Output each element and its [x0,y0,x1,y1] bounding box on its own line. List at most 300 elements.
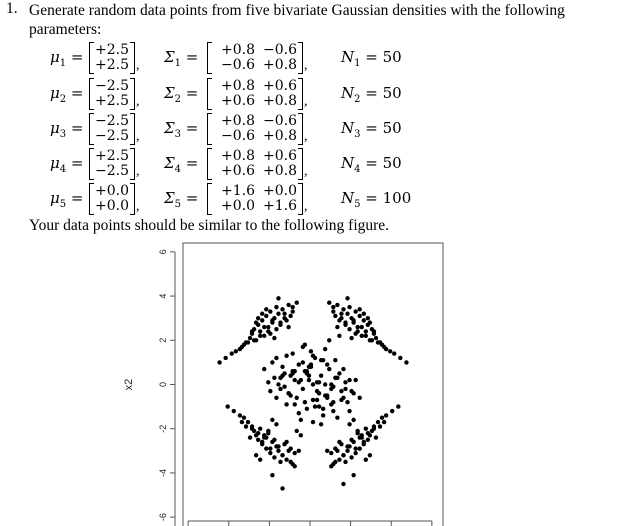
data-point [311,420,315,424]
sigma-matrix: +0.8 −0.6 −0.6 +0.8 , [207,42,308,74]
question-text: Generate random data points from five bivariate Gaussian densities with the following [29,2,565,19]
n-value: $N_2 = 50$ [341,84,402,105]
data-point [380,343,384,347]
data-point [347,305,351,309]
data-point [335,415,339,419]
sigma-matrix: +1.6 +0.0 +0.0 +1.6 , [207,183,308,215]
data-point [353,451,357,455]
data-point [307,378,311,382]
data-point [270,473,274,477]
data-point [368,320,372,324]
data-point [297,362,301,366]
data-point [238,413,242,417]
data-point [246,340,250,344]
data-point [325,449,329,453]
data-point [305,407,309,411]
data-point [288,314,292,318]
data-point [337,371,341,375]
sigma-matrix: +0.8 −0.6 −0.6 +0.8 , [207,113,308,145]
sigma-matrix: +0.8 +0.6 +0.6 +0.8 , [207,148,308,180]
data-point [360,433,364,437]
data-point [258,334,262,338]
data-point [358,396,362,400]
data-point [333,358,337,362]
data-point [270,318,274,322]
sigma-value: −0.6 [221,128,255,144]
n-value: $N_3 = 50$ [341,119,402,140]
data-point [266,325,270,329]
data-point [280,307,284,311]
sigma-value: +0.8 [221,78,255,94]
data-point [301,345,305,349]
data-point [349,438,353,442]
data-point [307,373,311,377]
parameter-row [0,111,620,147]
data-point [321,407,325,411]
sigma-matrix: +0.8 +0.6 +0.6 +0.8 , [207,78,308,110]
data-point [333,314,337,318]
data-point [351,391,355,395]
data-point [362,312,366,316]
data-point [351,473,355,477]
data-point [329,451,333,455]
sigma-value: +1.6 [263,198,297,214]
data-point [299,418,303,422]
n-value: $N_1 = 50$ [341,48,402,69]
data-point [341,307,345,311]
data-point [256,316,260,320]
data-point [262,325,266,329]
data-point [301,360,305,364]
data-point [333,376,337,380]
data-point [290,351,294,355]
data-point [278,460,282,464]
data-point [305,369,309,373]
data-point [264,307,268,311]
data-point [358,314,362,318]
n-value: $N_5 = 100$ [341,189,412,210]
data-point [295,300,299,304]
data-point [337,334,341,338]
data-point [276,312,280,316]
data-point [274,422,278,426]
data-point [349,336,353,340]
data-point [272,438,276,442]
mu-value: +0.0 [95,183,129,199]
data-point [280,486,284,490]
data-point [339,312,343,316]
sigma-value: +0.0 [263,183,297,199]
data-point [339,389,343,393]
data-point [293,464,297,468]
data-point [345,400,349,404]
sigma-value: +0.8 [221,113,255,129]
data-point [293,402,297,406]
data-point [309,365,313,369]
data-point [260,440,264,444]
mu-label: $\mu_1$ = [50,48,84,69]
mu-label: $\mu_2$ = [50,84,84,105]
data-point [380,415,384,419]
data-point [303,400,307,404]
data-point [297,449,301,453]
sigma-label: $\Sigma_3$ = [164,119,199,140]
data-point [274,356,278,360]
data-point [250,329,254,333]
data-point [370,338,374,342]
data-point [256,438,260,442]
data-point [347,327,351,331]
data-point [297,411,301,415]
y-tick-label: -4 [158,468,168,477]
y-tick-label: 0 [158,381,168,388]
data-point [347,378,351,382]
data-point [329,464,333,468]
data-point [297,380,301,384]
data-point [404,360,408,364]
data-point [347,409,351,413]
data-point [392,351,396,355]
data-point [284,354,288,358]
data-point [225,404,229,408]
data-point [372,329,376,333]
y-axis-label: x2 [123,378,135,391]
data-point [337,318,341,322]
data-point [286,325,290,329]
mu-vector: −2.5 −2.5 , [89,113,140,145]
data-point [278,376,282,380]
sigma-value: +0.8 [263,128,297,144]
data-point [250,427,254,431]
data-point [272,336,276,340]
data-point [343,320,347,324]
data-point [360,325,364,329]
data-point [244,424,248,428]
mu-label: $\mu_4$ = [50,154,84,175]
data-point [246,420,250,424]
mu-value: +2.5 [95,42,129,58]
data-point [286,391,290,395]
data-point [321,413,325,417]
data-point [337,457,341,461]
data-point [248,435,252,439]
sigma-value: −0.6 [263,42,297,58]
mu-value: +2.5 [95,93,129,109]
mu-value: −2.5 [95,163,129,179]
data-point [353,331,357,335]
data-point [272,455,276,459]
parameter-row [0,40,620,76]
data-point [345,449,349,453]
data-point [382,420,386,424]
data-point [364,334,368,338]
data-point [349,455,353,459]
data-point [258,427,262,431]
data-point [313,404,317,408]
data-point [333,460,337,464]
scatter-chart [0,240,620,526]
mu-value: −2.5 [95,113,129,129]
data-point [366,316,370,320]
mu-label: $\mu_3$ = [50,119,84,140]
y-tick-label: 2 [158,337,168,343]
data-point [230,351,234,355]
data-point [268,451,272,455]
data-point [315,380,319,384]
data-point [274,327,278,331]
data-point [341,453,345,457]
sigma-label: $\Sigma_1$ = [164,48,199,69]
data-point [335,325,339,329]
data-point [325,362,329,366]
sigma-value: +1.6 [221,183,255,199]
data-point [374,435,378,439]
data-point [327,300,331,304]
sigma-value: +0.6 [263,148,297,164]
data-point [341,482,345,486]
sigma-value: +0.6 [263,78,297,94]
mu-vector: +2.5 −2.5 , [89,148,140,180]
data-point [376,420,380,424]
y-tick-label: -6 [158,513,168,522]
data-point [343,387,347,391]
sigma-label: $\Sigma_5$ = [164,189,199,210]
data-point [266,380,270,384]
data-point [331,409,335,413]
data-point [234,349,238,353]
data-point [301,387,305,391]
sigma-label: $\Sigma_2$ = [164,84,199,105]
data-point [360,334,364,338]
data-point [260,318,264,322]
data-point [290,305,294,309]
data-point [331,309,335,313]
data-point [311,382,315,386]
data-point [284,402,288,406]
data-point [345,444,349,448]
data-point [331,305,335,309]
data-point [266,429,270,433]
data-point [388,349,392,353]
data-point [319,422,323,426]
data-point [232,409,236,413]
data-point [364,457,368,461]
data-point [276,444,280,448]
data-point [268,446,272,450]
data-point [282,385,286,389]
data-point [398,356,402,360]
sigma-value: −0.6 [263,113,297,129]
data-point [341,367,345,371]
data-point [317,404,321,408]
data-point [390,409,394,413]
mu-vector: +0.0 +0.0 , [89,183,140,215]
data-point [270,360,274,364]
data-point [353,309,357,313]
data-point [290,371,294,375]
data-point [351,418,355,422]
data-point [293,451,297,455]
data-point [254,320,258,324]
data-point [274,396,278,400]
data-point [290,309,294,313]
data-point [343,460,347,464]
data-point [364,427,368,431]
data-point [268,331,272,335]
data-point [262,433,266,437]
question-text-continued: parameters: [29,21,102,38]
data-point [362,440,366,444]
mu-label: $\mu_5$ = [50,189,84,210]
data-point [329,382,333,386]
data-point [288,446,292,450]
sigma-label: $\Sigma_4$ = [164,154,199,175]
sigma-value: +0.8 [263,57,297,73]
data-point [262,334,266,338]
data-point [274,305,278,309]
data-point [343,380,347,384]
data-point [278,320,282,324]
data-point [315,398,319,402]
mu-value: −2.5 [95,78,129,94]
data-point [268,309,272,313]
data-point [254,453,258,457]
y-tick-label: -2 [158,424,168,433]
data-point [323,382,327,386]
sigma-value: +0.8 [263,93,297,109]
data-point [355,429,359,433]
parameter-row [0,181,620,217]
data-point [276,296,280,300]
data-point [238,347,242,351]
data-point [372,427,376,431]
data-point [333,446,337,450]
data-point [242,415,246,419]
data-point [256,431,260,435]
data-point [327,367,331,371]
data-point [276,449,280,453]
data-point [384,413,388,417]
data-point [329,387,333,391]
data-point [242,343,246,347]
data-point [288,460,292,464]
data-point [284,318,288,322]
data-point [355,325,359,329]
data-point [366,431,370,435]
sigma-value: +0.6 [221,163,255,179]
data-point [293,378,297,382]
data-point [272,376,276,380]
data-point [309,349,313,353]
y-tick-label: 6 [158,249,168,255]
data-point [286,303,290,307]
data-point [319,358,323,362]
data-point [262,367,266,371]
data-point [217,360,221,364]
data-point [311,354,315,358]
data-point [264,446,268,450]
data-point [335,303,339,307]
data-point [325,396,329,400]
data-point [311,398,315,402]
data-point [280,365,284,369]
question-number: 1. [6,0,18,17]
data-point [331,400,335,404]
data-point [270,418,274,422]
data-point [264,314,268,318]
mu-value: +0.0 [95,198,129,214]
sigma-value: +0.8 [263,163,297,179]
data-point [276,382,280,386]
data-point [223,356,227,360]
sigma-value: +0.8 [221,42,255,58]
data-point [278,387,282,391]
mu-value: +2.5 [95,57,129,73]
data-point [358,307,362,311]
sigma-value: +0.6 [221,93,255,109]
data-point [376,340,380,344]
data-point [396,404,400,408]
data-point [268,389,272,393]
data-point [337,440,341,444]
data-point [260,312,264,316]
data-point [362,318,366,322]
data-point [384,347,388,351]
data-point [323,347,327,351]
data-point [345,312,349,316]
closing-text: Your data points should be similar to the following figure. [29,217,390,234]
data-point [368,453,372,457]
data-point [378,424,382,428]
data-point [347,422,351,426]
data-point [351,318,355,322]
data-point [258,457,262,461]
data-point [252,338,256,342]
data-point [284,440,288,444]
chart-points [217,296,408,491]
sigma-value: +0.8 [221,148,255,164]
data-point [295,396,299,400]
data-point [327,338,331,342]
data-point [299,433,303,437]
data-point [280,453,284,457]
data-point [353,446,357,450]
mu-value: −2.5 [95,128,129,144]
parameter-row [0,146,620,182]
n-value: $N_4 = 50$ [341,154,402,175]
y-tick-label: 4 [158,293,168,299]
data-point [345,296,349,300]
mu-value: +2.5 [95,148,129,164]
data-point [295,429,299,433]
data-point [353,378,357,382]
chart-axes [123,243,443,526]
mu-vector: +2.5 +2.5 , [89,42,140,74]
mu-vector: −2.5 +2.5 , [89,78,140,110]
data-point [319,373,323,377]
data-point [341,396,345,400]
data-point [358,446,362,450]
data-point [366,438,370,442]
data-point [258,329,262,333]
parameter-row [0,76,620,112]
data-point [248,336,252,340]
data-point [282,312,286,316]
data-point [364,329,368,333]
sigma-value: +0.0 [221,198,255,214]
data-point [317,391,321,395]
data-point [284,457,288,461]
